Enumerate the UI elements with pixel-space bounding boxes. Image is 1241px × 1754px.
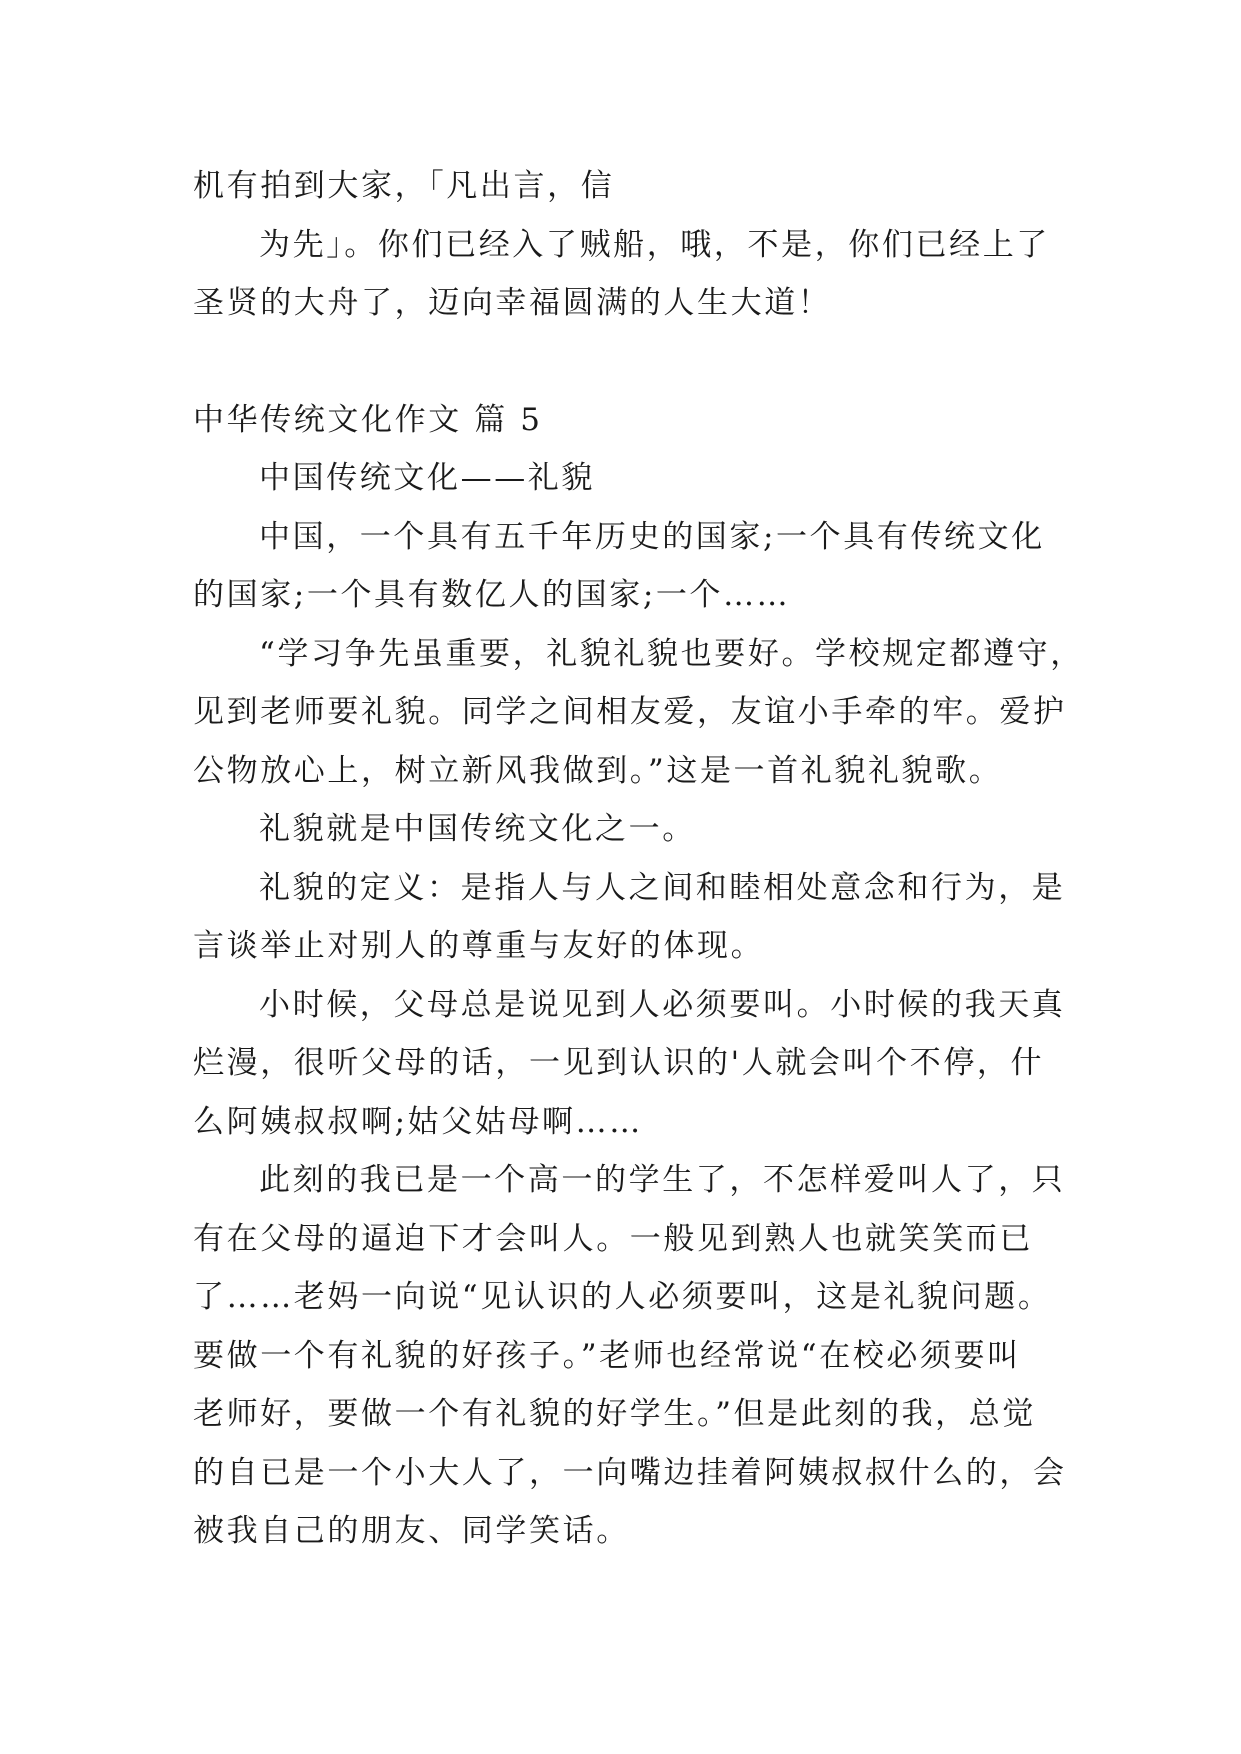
paragraph-line: 此刻的我已是一个高一的学生了，不怎样爱叫人了，只 (259, 1162, 1066, 1198)
paragraph-line: 见到老师要礼貌。同学之间相友爱，友谊小手牵的牢。爱护 (193, 694, 1067, 730)
essay-title: 中国传统文化——礼貌 (259, 460, 595, 496)
paragraph-line: 圣贤的大舟了，迈向幸福圆满的人生大道！ (193, 285, 832, 321)
paragraph-line: 公物放心上，树立新风我做到。”这是一首礼貌礼貌歌。 (193, 753, 1003, 789)
paragraph-line: 有在父母的逼迫下才会叫人。一般见到熟人也就笑笑而已 (193, 1221, 1033, 1257)
paragraph-line: 要做一个有礼貌的好孩子。”老师也经常说“在校必须要叫 (193, 1338, 1021, 1374)
paragraph-line: 礼貌的定义：是指人与人之间和睦相处意念和行为，是 (259, 870, 1066, 906)
paragraph-line: “学习争先虽重要，礼貌礼貌也要好。学校规定都遵守， (259, 636, 1084, 672)
paragraph-line: 的自已是一个小大人了，一向嘴边挂着阿姨叔叔什么的，会 (193, 1455, 1067, 1491)
paragraph-line: 老师好，要做一个有礼貌的好学生。”但是此刻的我，总觉 (193, 1396, 1036, 1432)
paragraph-line: 被我自己的朋友、同学笑话。 (193, 1513, 630, 1549)
paragraph-line: 烂漫，很听父母的话，一见到认识的'人就会叫个不停，什 (193, 1045, 1045, 1081)
paragraph-line: 言谈举止对别人的尊重与友好的体现。 (193, 928, 765, 964)
paragraph-line: 中国，一个具有五千年历史的国家;一个具有传统文化 (259, 519, 1045, 555)
paragraph-line: 为先」。你们已经入了贼船，哦，不是，你们已经上了 (259, 227, 1050, 263)
paragraph-line: 礼貌就是中国传统文化之一。 (259, 811, 696, 847)
paragraph-line: 么阿姨叔叔啊;姑父姑母啊…… (193, 1104, 643, 1140)
paragraph-line: 机有拍到大家，「凡出言，信 (193, 168, 615, 204)
paragraph-line: 了……老妈一向说“见认识的人必须要叫，这是礼貌问题。 (193, 1279, 1052, 1315)
section-heading: 中华传统文化作文 篇 5 (193, 402, 543, 438)
paragraph-line: 的国家;一个具有数亿人的国家;一个…… (193, 577, 791, 613)
paragraph-line: 小时候，父母总是说见到人必须要叫。小时候的我天真 (259, 987, 1066, 1023)
